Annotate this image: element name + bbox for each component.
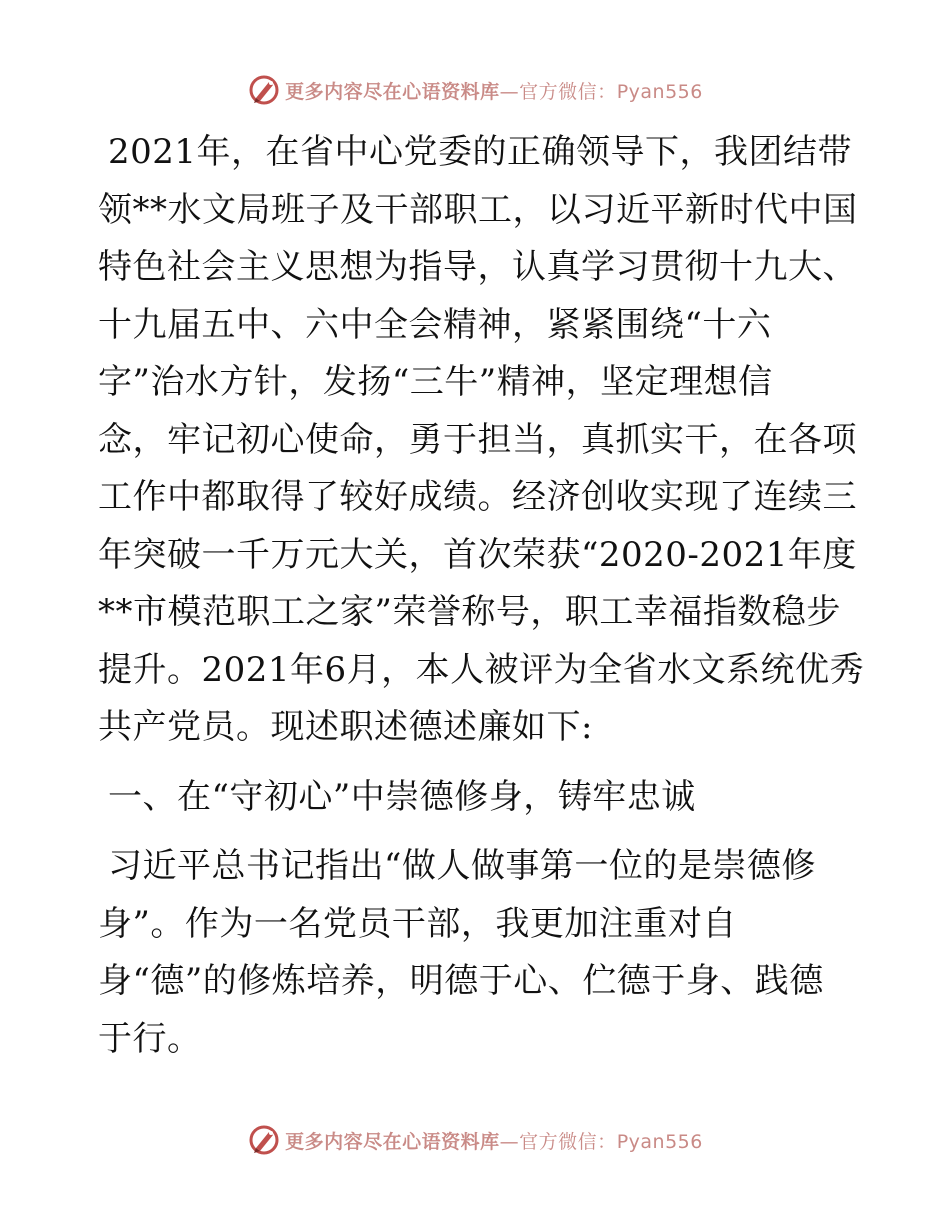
paragraph1-line: 工作中都取得了较好成绩。经济创收实现了连续三 [98, 477, 857, 517]
section-heading: 一、在“守初心”中崇德修身，铸牢忠诚 [108, 776, 696, 817]
paragraph1-line: 提升。2021年6月，本人被评为全省水文系统优秀 [98, 649, 865, 690]
watermark-text [285, 1127, 703, 1154]
watermark-official-label: 官方微信： [519, 1130, 617, 1153]
watermark-site-text: 更多内容尽在心语资料库 [285, 1130, 500, 1153]
paragraph2-line: 身“德”的修炼培养，明德于心、伫德于身、践德 [98, 961, 824, 1001]
paragraph1-line: 字”治水方针，发扬“三牛”精神，坚定理想信 [98, 362, 773, 402]
paragraph2-line: 身”。作为一名党员干部，我更加注重对自 [98, 903, 737, 944]
watermark-site-text: 更多内容尽在心语资料库 [285, 80, 500, 103]
watermark-separator: — [499, 1130, 520, 1153]
footer-watermark [0, 1120, 950, 1160]
paragraph1-line: 领**水文局班子及干部职工，以习近平新时代中国 [98, 189, 858, 230]
paragraph1-line: 2021年，在省中心党委的正确领导下，我团结带 [108, 132, 853, 172]
watermark-wechat-id: Pyan556 [616, 80, 703, 103]
paragraph2-line: 习近平总书记指出“做人做事第一位的是崇德修 [108, 846, 816, 886]
paragraph1-line: 共产党员。现述职述德述廉如下: [98, 707, 593, 747]
paragraph1-line: **市模范职工之家”荣誉称号，职工幸福指数稳步 [98, 592, 841, 632]
paragraph1-line: 十九届五中、六中全会精神，紧紧围绕“十六 [98, 304, 772, 345]
paragraph2-line: 于行。 [98, 1018, 202, 1059]
watermark-wechat-id: Pyan556 [616, 1130, 703, 1153]
document-body [98, 124, 865, 1068]
watermark-text [285, 77, 703, 104]
paragraph1-line: 念，牢记初心使命，勇于担当，真抓实干，在各项 [98, 419, 857, 460]
header-watermark [0, 70, 950, 110]
watermark-official-label: 官方微信： [519, 80, 617, 103]
paragraph1-line: 年突破一千万元大关，首次荣获“2020-2021年度 [98, 534, 857, 575]
watermark-separator: — [499, 80, 520, 103]
pen-logo-icon [247, 73, 281, 107]
pen-logo-icon [247, 1123, 281, 1157]
paragraph1-line: 特色社会主义思想为指导，认真学习贯彻十九大、 [98, 247, 857, 287]
